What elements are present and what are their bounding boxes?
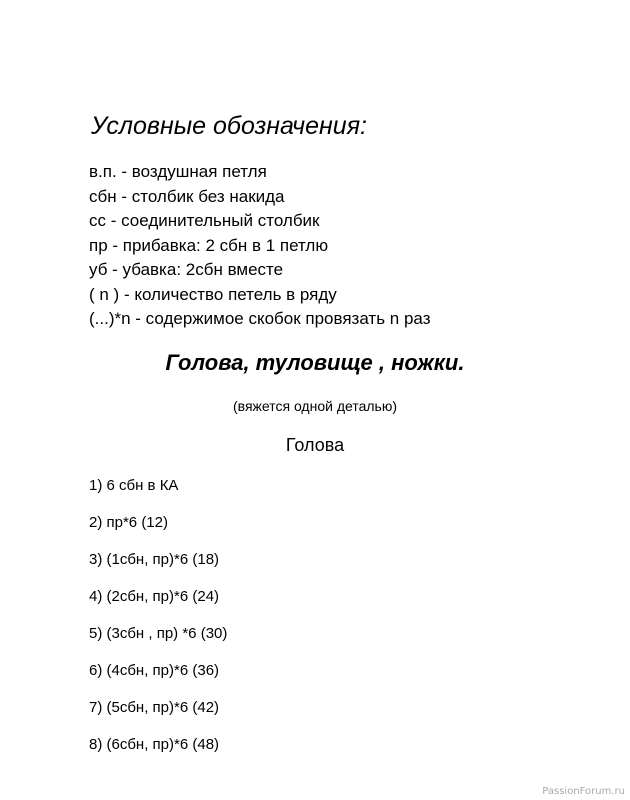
legend-item: пр - прибавка: 2 сбн в 1 петлю [89,235,329,255]
pattern-row: 4) (2сбн, пр)*6 (24) [89,588,220,605]
legend-list [89,160,431,332]
legend-item: сс - соединительный столбик [89,211,320,230]
pattern-rows [89,476,227,772]
legend-item: ( n ) - количество петель в ряду [89,284,337,304]
pattern-row: 3) (1сбн, пр)*6 (18) [89,551,220,568]
pattern-row: 7) (5сбн, пр)*6 (42) [89,699,220,716]
pattern-row: 8) (6сбн, пр)*6 (48) [89,736,220,753]
legend-title: Условные обозначения: [91,112,367,140]
pattern-row: 5) (3сбн , пр) *6 (30) [89,625,228,642]
legend-item: уб - убавка: 2сбн вместе [89,260,284,279]
section-title: Голова, туловище , ножки. [165,350,465,375]
legend-item: (...)*n - содержимое скобок провязать n раз [89,309,431,328]
subsection-title: Голова [285,435,345,455]
pattern-row: 1) 6 сбн в КА [89,477,179,494]
pattern-row: 2) пр*6 (12) [89,514,168,531]
legend-item: в.п. - воздушная петля [89,162,267,181]
pattern-row: 6) (4сбн, пр)*6 (36) [89,662,220,679]
section-note: (вяжется одной деталью) [233,398,397,414]
legend-item: сбн - столбик без накида [89,186,285,206]
watermark: PassionForum.ru [542,786,625,797]
